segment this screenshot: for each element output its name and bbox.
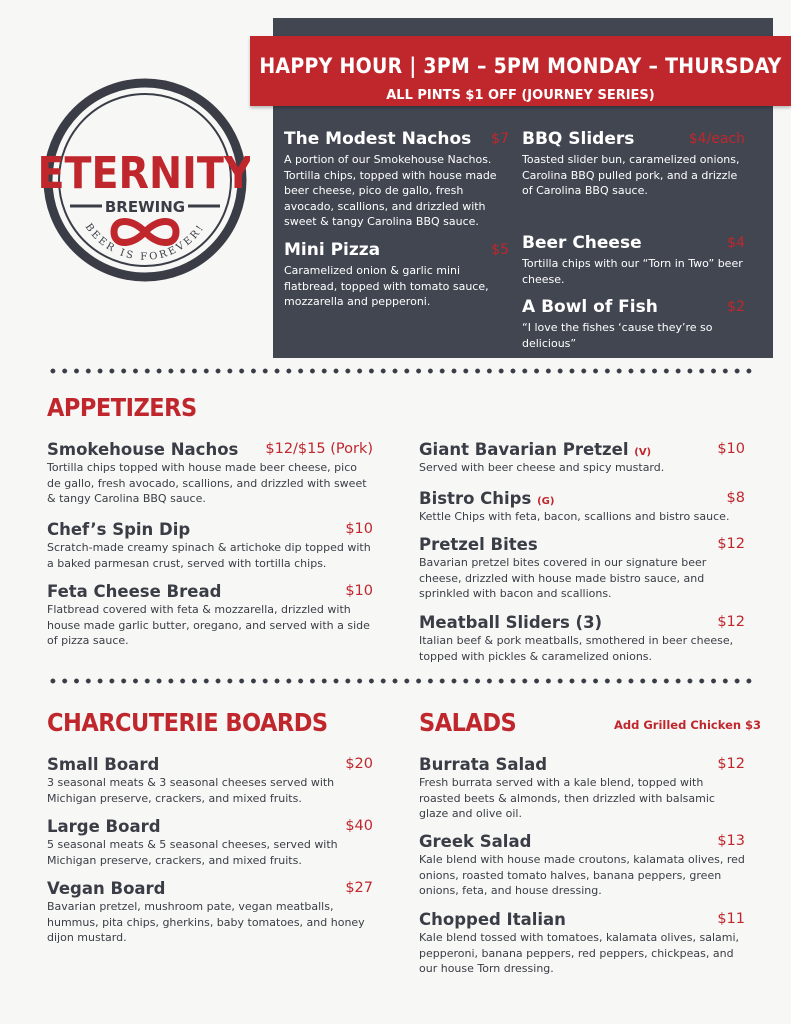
item-name: A Bowl of Fish bbox=[522, 297, 658, 317]
logo-name: ETERNITY bbox=[40, 148, 250, 199]
item-price: $4 bbox=[727, 235, 745, 251]
menu-item bbox=[47, 817, 373, 868]
menu-item bbox=[47, 440, 373, 507]
item-price: $27 bbox=[345, 880, 373, 896]
item-description: Served with beer cheese and spicy mustard. bbox=[419, 461, 665, 474]
item-name: Meatball Sliders (3) bbox=[419, 613, 603, 632]
eternity-brewing-logo bbox=[40, 70, 250, 290]
item-description: 3 seasonal meats & 3 seasonal cheeses served with Michigan preserve, crackers, and mixed fruits. bbox=[47, 776, 335, 805]
happy-hour-item bbox=[522, 233, 745, 287]
happy-hour-item bbox=[284, 240, 509, 310]
item-name: Small Board bbox=[47, 755, 160, 774]
item-price: $8 bbox=[726, 490, 745, 506]
item-name: Greek Salad bbox=[419, 832, 532, 851]
menu-item bbox=[419, 613, 745, 664]
item-price: $10 bbox=[345, 521, 373, 537]
item-description: Toasted slider bun, caramelized onions, Carolina BBQ pulled pork, and a drizzle of Carolina BBQ sauce. bbox=[522, 153, 740, 197]
item-price: $2 bbox=[727, 299, 745, 315]
menu-item bbox=[419, 910, 745, 977]
item-name: Vegan Board bbox=[47, 879, 166, 898]
item-name: Chopped Italian bbox=[419, 910, 566, 929]
item-description: 5 seasonal meats & 5 seasonal cheeses, served with Michigan preserve, crackers, and mixed fruits. bbox=[47, 838, 338, 867]
item-description: Bavarian pretzel bites covered in our signature beer cheese, drizzled with house made bistro sauce, and sprinkled with bacon and scallions. bbox=[419, 556, 707, 600]
item-name: BBQ Sliders bbox=[522, 129, 635, 149]
item-description: Kale blend tossed with tomatoes, kalamata olives, salami, pepperoni, banana peppers, red peppers, chickpeas, and our house Torn dressing. bbox=[419, 931, 740, 975]
item-description: A portion of our Smokehouse Nachos. Tortilla chips, topped with house made beer cheese, pico de gallo, fresh avocado, scallions, and drizzled with sweet & tangy Carolina BBQ sauce. bbox=[284, 153, 497, 228]
dotted-divider bbox=[47, 367, 755, 375]
dotted-divider bbox=[47, 677, 755, 685]
item-name: Pretzel Bites bbox=[419, 535, 538, 554]
item-name: Smokehouse Nachos bbox=[47, 440, 239, 459]
item-description: Scratch-made creamy spinach & artichoke dip topped with a baked parmesan crust, served with tortilla chips. bbox=[47, 541, 371, 570]
menu-item bbox=[419, 440, 745, 476]
item-description: Kettle Chips with feta, bacon, scallions and bistro sauce. bbox=[419, 510, 730, 523]
item-description: Tortilla chips topped with house made beer cheese, pico de gallo, fresh avocado, scallions, and drizzled with sweet & tangy Carolina BBQ sauce. bbox=[47, 461, 367, 505]
item-description: Fresh burrata served with a kale blend, topped with roasted beets & almonds, then drizzled with balsamic glaze and olive oil. bbox=[419, 776, 715, 820]
logo-tagline: BEER IS FOREVER! bbox=[82, 221, 208, 263]
item-name: The Modest Nachos bbox=[284, 129, 472, 149]
happy-hour-item bbox=[522, 129, 745, 199]
menu-item bbox=[419, 535, 745, 602]
item-price: $12 bbox=[717, 614, 745, 630]
item-price: $12 bbox=[717, 756, 745, 772]
item-name: Burrata Salad bbox=[419, 755, 548, 774]
item-description: Caramelized onion & garlic mini flatbread, topped with tomato sauce, mozzarella and pepperoni. bbox=[284, 264, 489, 308]
item-price: $40 bbox=[345, 818, 373, 834]
item-name: Bistro Chips bbox=[419, 489, 532, 508]
happy-hour-banner bbox=[250, 36, 791, 106]
happy-hour-title: HAPPY HOUR | 3PM – 5PM MONDAY – THURSDAY bbox=[259, 54, 782, 78]
happy-hour-item bbox=[522, 297, 745, 351]
menu-item bbox=[47, 582, 373, 649]
infinity-icon bbox=[114, 222, 176, 243]
item-price: $20 bbox=[345, 756, 373, 772]
item-price: $5 bbox=[491, 242, 509, 258]
item-description: Tortilla chips with our “Torn in Two” beer cheese. bbox=[522, 257, 743, 286]
item-name: Beer Cheese bbox=[522, 233, 642, 253]
menu-item bbox=[419, 755, 745, 822]
item-name: Giant Bavarian Pretzel bbox=[419, 440, 629, 459]
section-heading-appetizers: APPETIZERS bbox=[47, 393, 197, 422]
item-description: Italian beef & pork meatballs, smothered in beer cheese, topped with pickles & caramelized onions. bbox=[419, 634, 734, 663]
section-heading-salads: SALADS bbox=[419, 708, 517, 737]
menu-item bbox=[419, 832, 745, 899]
item-price: $10 bbox=[717, 441, 745, 457]
menu-item bbox=[47, 520, 373, 571]
item-price: $13 bbox=[717, 833, 745, 849]
logo-sub: BREWING bbox=[104, 198, 186, 216]
item-price: $12/$15 (Pork) bbox=[265, 441, 373, 457]
item-name: Mini Pizza bbox=[284, 240, 381, 260]
menu-item bbox=[47, 755, 373, 806]
item-name: Feta Cheese Bread bbox=[47, 582, 222, 601]
item-description: Flatbread covered with feta & mozzarella, drizzled with house made garlic butter, oregano, and served with a side of pizza sauce. bbox=[47, 603, 370, 647]
item-name: Large Board bbox=[47, 817, 161, 836]
happy-hour-subtitle: ALL PINTS $1 OFF (JOURNEY SERIES) bbox=[386, 88, 655, 103]
item-price: $11 bbox=[717, 911, 745, 927]
item-price: $10 bbox=[345, 583, 373, 599]
menu-item bbox=[47, 879, 373, 946]
salad-addon-note: Add Grilled Chicken $3 bbox=[614, 718, 762, 732]
dietary-tag: (V) bbox=[634, 447, 652, 458]
dietary-tag: (G) bbox=[537, 496, 555, 507]
item-description: Bavarian pretzel, mushroom pate, vegan meatballs, hummus, pita chips, gherkins, baby tomatoes, and honey dijon mustard. bbox=[47, 900, 365, 944]
item-price: $4/each bbox=[688, 131, 745, 147]
item-price: $12 bbox=[717, 536, 745, 552]
item-name: Chef’s Spin Dip bbox=[47, 520, 191, 539]
item-description: Kale blend with house made croutons, kalamata olives, red onions, roasted tomato halves, banana peppers, green onions, feta, and house dressing. bbox=[419, 853, 745, 897]
section-heading-charcuterie: CHARCUTERIE BOARDS bbox=[47, 708, 328, 737]
happy-hour-item bbox=[284, 129, 509, 230]
item-price: $7 bbox=[491, 131, 509, 147]
menu-item bbox=[419, 489, 745, 525]
item-description: “I love the fishes ‘cause they’re so delicious” bbox=[522, 321, 713, 350]
